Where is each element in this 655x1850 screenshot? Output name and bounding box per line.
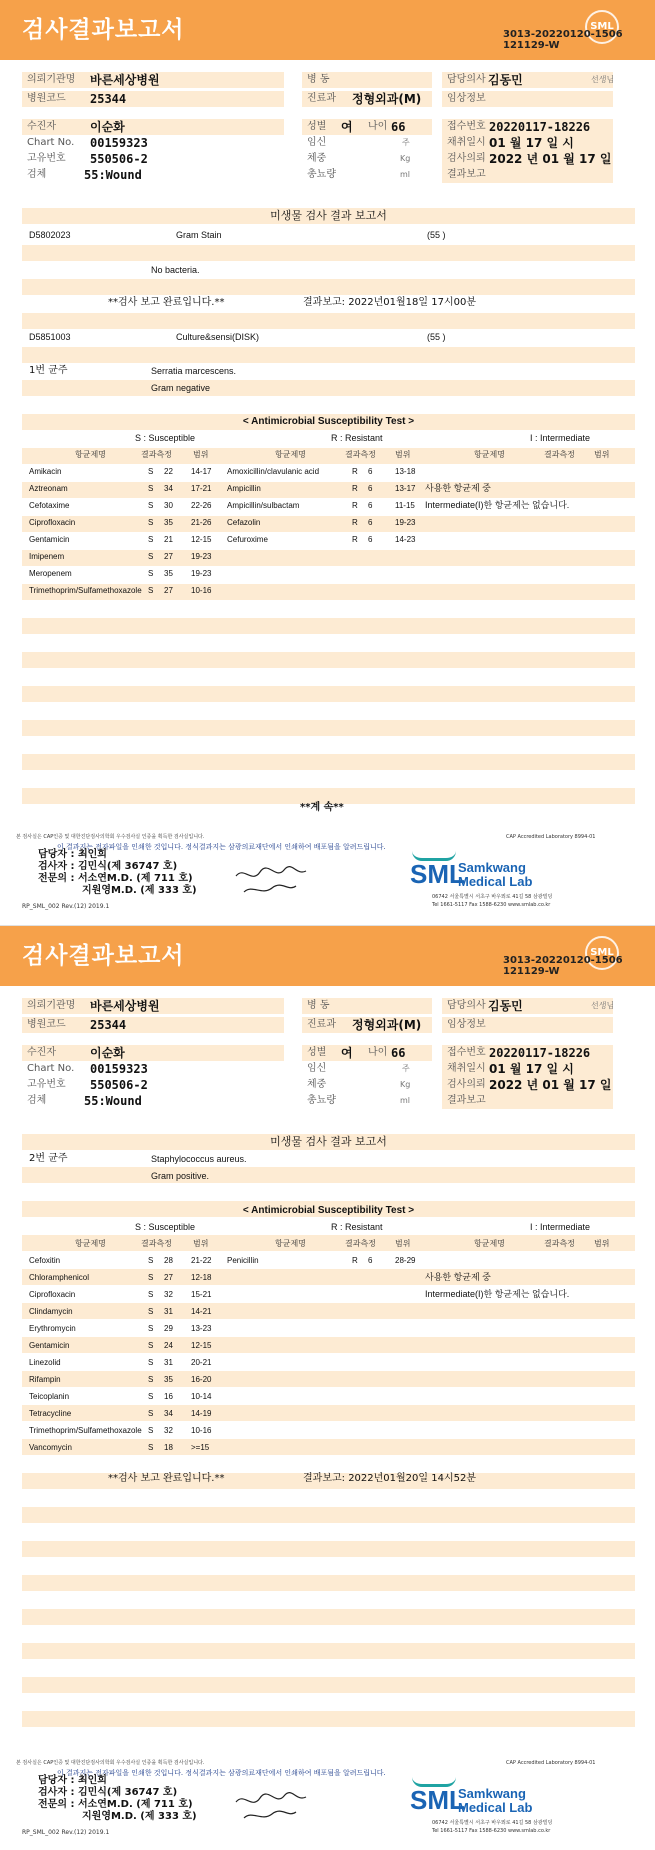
footer-certification: 본 검사실은 CAP인증 및 대한진단검사의학회 우수검사실 인증을 획득한 검사실입니다. [16, 1760, 205, 1766]
ast-zone-value: 32 [164, 1426, 173, 1435]
ast-range: 10-14 [191, 1392, 212, 1401]
ast-interpretation: S [148, 1256, 154, 1265]
receipt-label: 접수번호 [447, 121, 486, 132]
note-line-2: Intermediate(I)한 항균제는 없습니다. [425, 1289, 570, 1299]
footer-certification: 본 검사실은 CAP인증 및 대한진단검사의학회 우수검사실 인증을 획득한 검사실입니다. [16, 834, 205, 840]
ast-range: 10-16 [191, 1426, 212, 1435]
preg-label: 임신 [307, 1063, 327, 1074]
ast-drug-name: Linezolid [29, 1358, 61, 1367]
specimen-value: 55:Wound [84, 1094, 142, 1108]
ast-range: 21-26 [191, 518, 212, 527]
sml-name-1: Samkwang [458, 1786, 526, 1801]
ast-zone-value: 34 [164, 484, 173, 493]
chart-value: 00159323 [90, 1062, 148, 1076]
ast-range: 14-21 [191, 1307, 212, 1316]
ast-range: >=15 [191, 1443, 210, 1452]
footer-writer: 담당자 : 최인희 [38, 1775, 107, 1786]
dept-label: 진료과 [307, 93, 336, 104]
collect-label: 채취일시 [447, 1063, 486, 1074]
header-result: 결과측정 [141, 450, 172, 459]
footer-electronic-note: 이 결과지는 전자파일을 인쇄한 것입니다. 정식결과지는 삼광의료재단에서 인쇄하여 배포됨을 알려드립니다. [57, 843, 386, 851]
ast-range: 19-23 [191, 552, 212, 561]
note-line-2: Intermediate(I)한 항균제는 없습니다. [425, 500, 570, 510]
legend-resistant: R : Resistant [331, 1222, 383, 1232]
report-time: 결과보고: 2022년01월18일 17시00분 [303, 297, 477, 308]
institution-value: 바른세상병원 [90, 73, 160, 87]
ast-drug-name: Rifampin [29, 1375, 61, 1384]
ast-zone-value: 31 [164, 1307, 173, 1316]
patient-value: 이순화 [90, 1046, 125, 1060]
ast-range: 21-22 [191, 1256, 212, 1265]
header-range: 범위 [395, 1239, 411, 1248]
id-label: 고유번호 [27, 1079, 66, 1090]
dept-label: 진료과 [307, 1019, 336, 1030]
sml-logo: SML [410, 1785, 465, 1815]
ast-zone-value: 27 [164, 586, 173, 595]
ast-range: 14-23 [395, 535, 416, 544]
clinical-label: 임상정보 [447, 93, 486, 104]
patient-label: 수진자 [27, 1047, 56, 1058]
organism-name: Staphylococcus aureus. [151, 1154, 247, 1164]
urine-label: 총뇨량 [307, 1095, 336, 1106]
institution-label: 의뢰기관명 [27, 1000, 76, 1011]
sex-value: 여 [341, 1046, 353, 1060]
weight-unit: Kg [400, 154, 411, 163]
doctor-value: 김동민 [488, 999, 523, 1013]
ast-zone-value: 27 [164, 552, 173, 561]
ast-zone-value: 18 [164, 1443, 173, 1452]
request-value: 2022 년 01 월 17 일 [489, 152, 612, 166]
ast-zone-value: 30 [164, 501, 173, 510]
ast-interpretation: R [352, 501, 358, 510]
hospital-code-label: 병원코드 [27, 1019, 66, 1030]
document-code: 3013-20220120-1506 121129-W [503, 955, 623, 977]
sml-name-2: Medical Lab [458, 1800, 533, 1815]
report-title: 검사결과보고서 [22, 17, 185, 43]
ast-zone-value: 6 [368, 501, 373, 510]
ast-range: 12-18 [191, 1273, 212, 1282]
ast-drug-name: Chloramphenicol [29, 1273, 90, 1282]
header-range: 범위 [594, 450, 610, 459]
header-drug: 항균제명 [75, 1239, 106, 1248]
footer-checker: 검사자 : 김민식(제 36747 호) [38, 1787, 178, 1798]
ast-zone-value: 35 [164, 569, 173, 578]
weight-unit: Kg [400, 1080, 411, 1089]
ast-drug-name: Gentamicin [29, 535, 70, 544]
ast-zone-value: 35 [164, 1375, 173, 1384]
sml-name-2: Medical Lab [458, 874, 533, 889]
request-value: 2022 년 01 월 17 일 [489, 1078, 612, 1092]
ast-interpretation: S [148, 1324, 154, 1333]
ast-drug-name: Cefoxitin [29, 1256, 61, 1265]
ast-zone-value: 6 [368, 518, 373, 527]
legend-intermediate: I : Intermediate [530, 1222, 591, 1232]
report-header [0, 0, 655, 60]
section-title: 미생물 검사 결과 보고서 [270, 1135, 387, 1148]
ast-drug-name: Aztreonam [29, 484, 68, 493]
ast-interpretation: R [352, 535, 358, 544]
stain-result: No bacteria. [151, 265, 200, 275]
weight-label: 체중 [307, 153, 327, 164]
ast-interpretation: R [352, 467, 358, 476]
report-label: 결과보고 [447, 169, 486, 180]
stain-code: D5802023 [29, 230, 71, 240]
ast-zone-value: 28 [164, 1256, 173, 1265]
ast-drug-name: Amikacin [29, 467, 62, 476]
ast-range: 14-19 [191, 1409, 212, 1418]
ast-zone-value: 21 [164, 535, 173, 544]
ast-interpretation: S [148, 1273, 154, 1282]
hospital-code-label: 병원코드 [27, 93, 66, 104]
ast-range: 20-21 [191, 1358, 212, 1367]
ast-range: 11-15 [395, 501, 415, 510]
footer-address: 06742 서울특별시 서초구 바우뫼로 41길 58 삼광빌딩 [432, 1820, 553, 1826]
ast-drug-name: Ampicillin [227, 484, 261, 493]
report-header [0, 926, 655, 986]
doctor-suffix: 선생님 [591, 1001, 615, 1010]
legend-intermediate: I : Intermediate [530, 433, 591, 443]
report-label: 결과보고 [447, 1095, 486, 1106]
specimen-label: 검체 [27, 169, 47, 180]
ast-range: 17-21 [191, 484, 212, 493]
organism-gram: Gram negative [151, 383, 211, 393]
doctor-value: 김동민 [488, 73, 523, 87]
request-label: 검사의뢰 [447, 1079, 486, 1090]
urine-label: 총뇨량 [307, 169, 336, 180]
receipt-value: 20220117-18226 [489, 1046, 591, 1060]
ast-range: 19-23 [395, 518, 416, 527]
ast-zone-value: 32 [164, 1290, 173, 1299]
age-value: 66 [391, 120, 406, 134]
continue-text: **계 속** [300, 802, 344, 813]
organism-gram: Gram positive. [151, 1171, 210, 1181]
footer-electronic-note: 이 결과지는 전자파일을 인쇄한 것입니다. 정식결과지는 삼광의료재단에서 인쇄하여 배포됨을 알려드립니다. [57, 1769, 386, 1777]
doctor-label: 담당의사 [447, 74, 486, 85]
header-result: 결과측정 [345, 450, 376, 459]
ast-interpretation: S [148, 1307, 154, 1316]
footer-form-code: RP_SML_002 Rev.(12) 2019.1 [22, 903, 110, 910]
ast-drug-name: Imipenem [29, 552, 65, 561]
culture-name: Culture&sensi(DISK) [176, 332, 260, 342]
ast-interpretation: S [148, 518, 154, 527]
footer-expert-1: 전문의 : 서소연M.D. (제 711 호) [38, 873, 193, 884]
ast-range: 13-17 [395, 484, 416, 493]
ast-drug-name: Cefazolin [227, 518, 261, 527]
ast-range: 28-29 [395, 1256, 416, 1265]
header-result: 결과측정 [544, 450, 575, 459]
header-drug: 항균제명 [275, 450, 306, 459]
id-value: 550506-2 [90, 1078, 148, 1092]
ast-range: 12-15 [191, 1341, 212, 1350]
ast-interpretation: S [148, 1392, 154, 1401]
stain-specimen: (55 ) [427, 230, 446, 240]
institution-value: 바른세상병원 [90, 999, 160, 1013]
ast-drug-name: Tetracycline [29, 1409, 72, 1418]
hospital-code-value: 25344 [90, 92, 127, 106]
ast-interpretation: S [148, 586, 154, 595]
sex-label: 성별 [307, 1047, 327, 1058]
header-result: 결과측정 [544, 1239, 575, 1248]
header-drug: 항균제명 [474, 1239, 505, 1248]
signature-icon [232, 862, 312, 898]
ast-interpretation: S [148, 467, 154, 476]
ast-drug-name: Ampicillin/sulbactam [227, 501, 300, 510]
ast-interpretation: R [352, 1256, 358, 1265]
weight-label: 체중 [307, 1079, 327, 1090]
header-drug: 항균제명 [75, 450, 106, 459]
patient-label: 수진자 [27, 121, 56, 132]
sml-logo-icon: SML [585, 10, 619, 44]
ast-zone-value: 29 [164, 1324, 173, 1333]
ast-range: 16-20 [191, 1375, 212, 1384]
ast-drug-name: Meropenem [29, 569, 72, 578]
patient-value: 이순화 [90, 120, 125, 134]
ward-label: 병 동 [307, 1000, 330, 1011]
id-label: 고유번호 [27, 153, 66, 164]
ast-range: 12-15 [191, 535, 212, 544]
ast-range: 13-18 [395, 467, 416, 476]
ast-interpretation: S [148, 569, 154, 578]
sex-value: 여 [341, 120, 353, 134]
footer-cap: CAP Accredited Laboratory 8994-01 [506, 1760, 596, 1766]
ast-drug-name: Cefotaxime [29, 501, 70, 510]
header-drug: 항균제명 [474, 450, 505, 459]
ast-drug-name: Ciprofloxacin [29, 518, 76, 527]
note-line-1: 사용한 항균제 중 [425, 483, 491, 493]
doctor-label: 담당의사 [447, 1000, 486, 1011]
footer-checker: 검사자 : 김민식(제 36747 호) [38, 861, 178, 872]
document-code: 3013-20220120-1506 121129-W [503, 29, 623, 51]
legend-resistant: R : Resistant [331, 433, 383, 443]
ast-zone-value: 16 [164, 1392, 173, 1401]
receipt-value: 20220117-18226 [489, 120, 591, 134]
ast-zone-value: 22 [164, 467, 173, 476]
specimen-label: 검체 [27, 1095, 47, 1106]
ast-drug-name: Clindamycin [29, 1307, 73, 1316]
stain-name: Gram Stain [176, 230, 222, 240]
preg-label: 임신 [307, 137, 327, 148]
institution-label: 의뢰기관명 [27, 74, 76, 85]
ast-drug-name: Cefuroxime [227, 535, 268, 544]
ast-interpretation: S [148, 1358, 154, 1367]
clinical-label: 임상정보 [447, 1019, 486, 1030]
footer-cap: CAP Accredited Laboratory 8994-01 [506, 834, 596, 840]
footer-writer: 담당자 : 최인희 [38, 849, 107, 860]
ast-zone-value: 6 [368, 467, 373, 476]
id-value: 550506-2 [90, 152, 148, 166]
collect-label: 채취일시 [447, 137, 486, 148]
footer-expert-2: 지원영M.D. (제 333 호) [82, 1811, 197, 1822]
ast-drug-name: Teicoplanin [29, 1392, 70, 1401]
dept-value: 정형외과(M) [352, 92, 422, 106]
sml-name-1: Samkwang [458, 860, 526, 875]
preg-unit: 주 [402, 138, 410, 147]
ast-drug-name: Ciprofloxacin [29, 1290, 76, 1299]
receipt-label: 접수번호 [447, 1047, 486, 1058]
request-label: 검사의뢰 [447, 153, 486, 164]
header-drug: 항균제명 [275, 1239, 306, 1248]
ast-drug-name: Erythromycin [29, 1324, 76, 1333]
complete-text: **검사 보고 완료입니다.** [108, 1473, 225, 1484]
ast-interpretation: S [148, 1426, 154, 1435]
header-range: 범위 [395, 450, 411, 459]
ward-label: 병 동 [307, 74, 330, 85]
legend-susceptible: S : Susceptible [135, 1222, 196, 1232]
ast-interpretation: S [148, 501, 154, 510]
ast-drug-name: Trimethoprim/Sulfamethoxazole [29, 586, 142, 595]
complete-text: **검사 보고 완료입니다.** [108, 297, 225, 308]
ast-drug-name: Vancomycin [29, 1443, 72, 1452]
ast-interpretation: S [148, 1341, 154, 1350]
header-result: 결과측정 [345, 1239, 376, 1248]
footer-expert-2: 지원영M.D. (제 333 호) [82, 885, 197, 896]
note-line-1: 사용한 항균제 중 [425, 1272, 491, 1282]
age-label: 나이 [368, 1047, 388, 1058]
culture-specimen: (55 ) [427, 332, 446, 342]
ast-range: 10-16 [191, 586, 212, 595]
ast-range: 13-23 [191, 1324, 212, 1333]
ast-title: < Antimicrobial Susceptibility Test > [242, 416, 415, 427]
ast-range: 19-23 [191, 569, 212, 578]
organism-name: Serratia marcescens. [151, 366, 237, 376]
chart-label: Chart No. [27, 1063, 75, 1074]
sex-label: 성별 [307, 121, 327, 132]
collect-value: 01 월 17 일 시 [489, 1062, 574, 1076]
ast-interpretation: S [148, 1375, 154, 1384]
ast-interpretation: R [352, 484, 358, 493]
footer-address: 06742 서울특별시 서초구 바우뫼로 41길 58 삼광빌딩 [432, 894, 553, 900]
ast-zone-value: 31 [164, 1358, 173, 1367]
header-range: 범위 [193, 1239, 209, 1248]
legend-susceptible: S : Susceptible [135, 433, 196, 443]
preg-unit: 주 [402, 1064, 410, 1073]
header-range: 범위 [193, 450, 209, 459]
sml-logo: SML [410, 859, 465, 889]
ast-title: < Antimicrobial Susceptibility Test > [242, 1205, 415, 1216]
footer-tel: Tel 1661-5117 Fax 1588-6230 www.smlab.co.kr [432, 902, 551, 908]
ast-interpretation: S [148, 1409, 154, 1418]
ast-zone-value: 27 [164, 1273, 173, 1282]
ast-interpretation: S [148, 484, 154, 493]
urine-unit: ml [400, 170, 411, 179]
ast-zone-value: 35 [164, 518, 173, 527]
ast-drug-name: Gentamicin [29, 1341, 70, 1350]
ast-interpretation: S [148, 535, 154, 544]
ast-drug-name: Amoxicillin/clavulanic acid [227, 467, 320, 476]
dept-value: 정형외과(M) [352, 1018, 422, 1032]
organism-number: 1번 균주 [29, 365, 68, 376]
urine-unit: ml [400, 1096, 411, 1105]
culture-code: D5851003 [29, 332, 71, 342]
section-title: 미생물 검사 결과 보고서 [270, 209, 387, 222]
ast-zone-value: 6 [368, 484, 373, 493]
ast-drug-name: Trimethoprim/Sulfamethoxazole [29, 1426, 142, 1435]
doctor-suffix: 선생님 [591, 75, 615, 84]
ast-interpretation: S [148, 1443, 154, 1452]
organism-number: 2번 균주 [29, 1153, 68, 1164]
ast-zone-value: 6 [368, 535, 373, 544]
age-label: 나이 [368, 121, 388, 132]
report-title: 검사결과보고서 [22, 943, 185, 969]
ast-drug-name: Penicillin [227, 1256, 259, 1265]
ast-range: 14-17 [191, 467, 212, 476]
ast-zone-value: 24 [164, 1341, 173, 1350]
ast-zone-value: 6 [368, 1256, 373, 1265]
ast-range: 22-26 [191, 501, 212, 510]
sml-logo-icon: SML [585, 936, 619, 970]
footer-form-code: RP_SML_002 Rev.(12) 2019.1 [22, 1829, 110, 1836]
report-page-2 [0, 925, 655, 1850]
footer-tel: Tel 1661-5117 Fax 1588-6230 www.smlab.co.kr [432, 1828, 551, 1834]
ast-interpretation: R [352, 518, 358, 527]
header-range: 범위 [594, 1239, 610, 1248]
ast-interpretation: S [148, 1290, 154, 1299]
hospital-code-value: 25344 [90, 1018, 127, 1032]
chart-value: 00159323 [90, 136, 148, 150]
ast-zone-value: 34 [164, 1409, 173, 1418]
ast-interpretation: S [148, 552, 154, 561]
chart-label: Chart No. [27, 137, 75, 148]
collect-value: 01 월 17 일 시 [489, 136, 574, 150]
age-value: 66 [391, 1046, 406, 1060]
footer-expert-1: 전문의 : 서소연M.D. (제 711 호) [38, 1799, 193, 1810]
header-result: 결과측정 [141, 1239, 172, 1248]
ast-range: 15-21 [191, 1290, 212, 1299]
report-time: 결과보고: 2022년01월20일 14시52분 [303, 1473, 477, 1484]
signature-icon [232, 1788, 312, 1824]
specimen-value: 55:Wound [84, 168, 142, 182]
